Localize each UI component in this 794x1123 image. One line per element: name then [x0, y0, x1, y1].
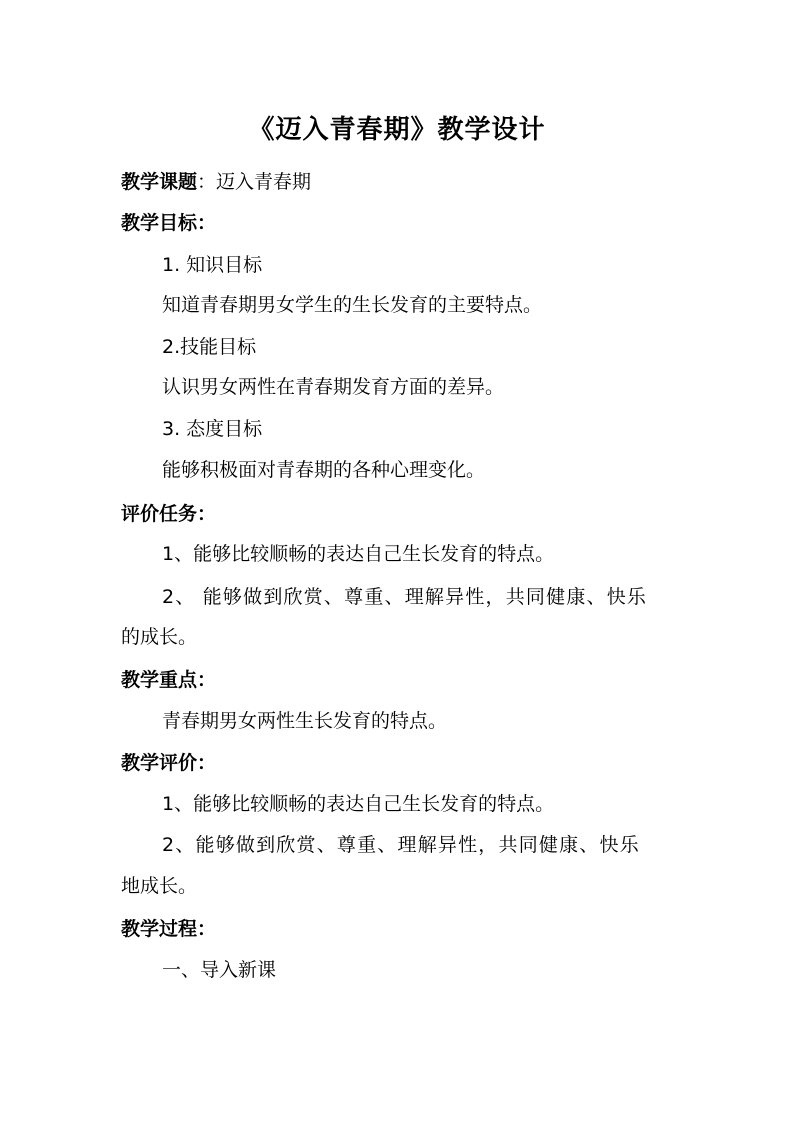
- goal-3-heading: 3. 态度目标: [162, 418, 263, 440]
- tasks-heading: 评价任务：: [121, 503, 217, 525]
- evaluation-item-1: 1、能够比较顺畅的表达自己生长发育的特点。: [162, 793, 555, 815]
- goals-heading: 教学目标：: [121, 212, 217, 234]
- keypoint-heading: 教学重点：: [121, 669, 217, 691]
- process-heading: 教学过程：: [121, 918, 217, 940]
- goal-2-heading: 2.技能目标: [162, 336, 257, 358]
- document-title: 《迈入青春期》教学设计: [248, 115, 546, 145]
- evaluation-item-2-line-1: 2、能够做到欣赏、尊重、理解异性，共同健康、快乐: [162, 834, 640, 856]
- topic-separator: ：: [197, 171, 217, 193]
- evaluation-heading: 教学评价：: [121, 752, 217, 774]
- task-item-2-line-1: 2、 能够做到欣赏、尊重、理解异性，共同健康、快乐: [162, 586, 648, 608]
- topic-value: 迈入青春期: [216, 171, 312, 193]
- process-step-1: 一、导入新课: [162, 959, 277, 981]
- goal-2-text: 认识男女两性在青春期发育方面的差异。: [162, 376, 505, 398]
- topic-label: 教学课题: [121, 171, 198, 193]
- keypoint-text: 青春期男女两性生长发育的特点。: [162, 710, 448, 732]
- goal-1-heading: 1. 知识目标: [162, 254, 263, 276]
- topic-line: [121, 167, 311, 197]
- evaluation-item-2-line-2: 地成长。: [121, 875, 198, 897]
- task-item-2-line-2: 的成长。: [121, 626, 198, 648]
- task-item-1: 1、能够比较顺畅的表达自己生长发育的特点。: [162, 543, 555, 565]
- goal-1-text: 知道青春期男女学生的生长发育的主要特点。: [162, 294, 543, 316]
- goal-3-text: 能够积极面对青春期的各种心理变化。: [162, 459, 486, 481]
